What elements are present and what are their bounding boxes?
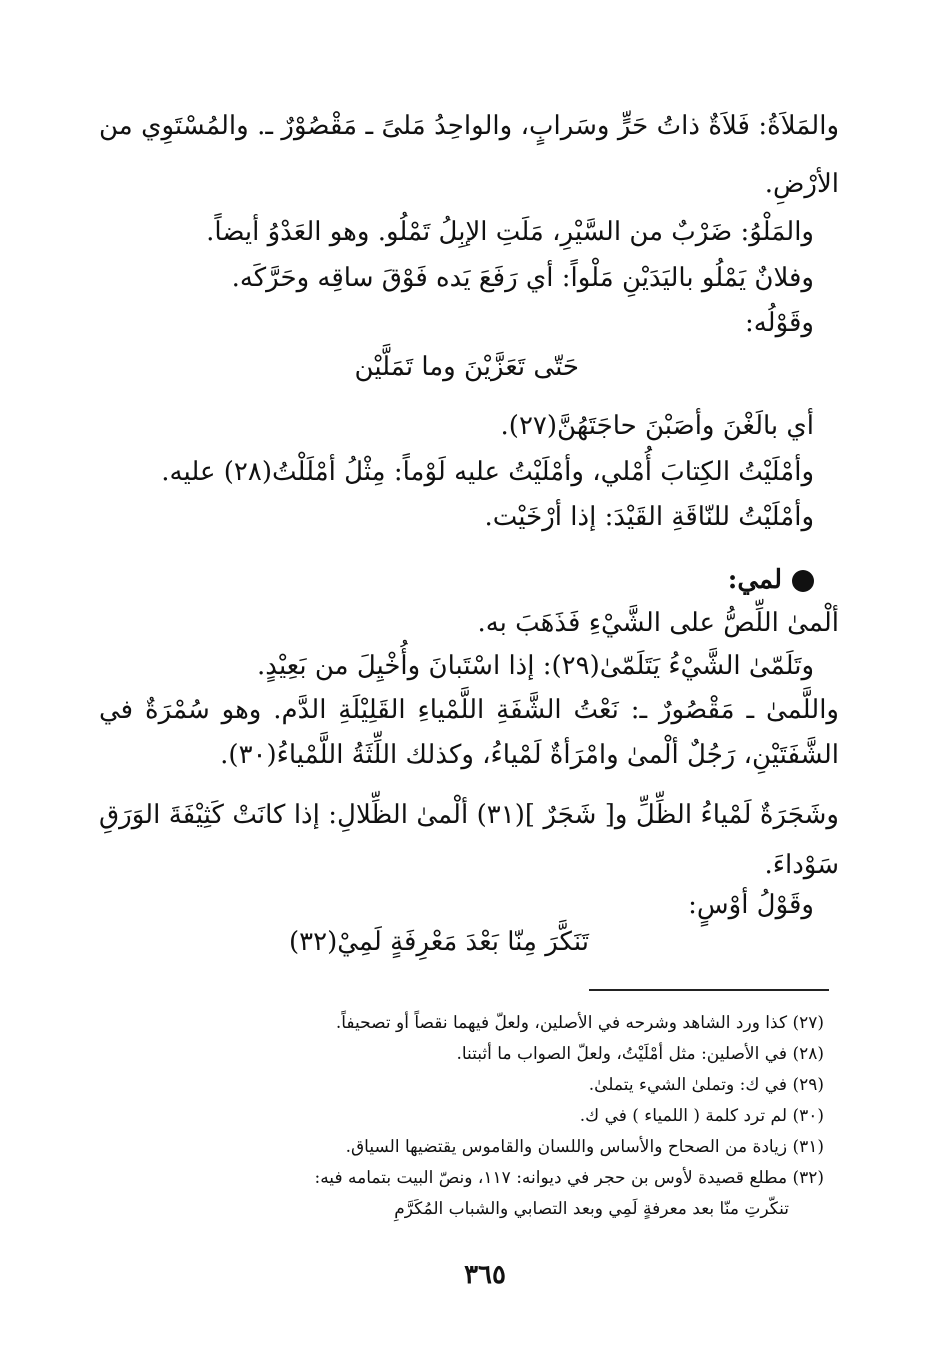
text-line: وقَوْلُه:	[744, 308, 814, 338]
text-line: وتَلَمّىٰ الشَّيْءُ يَتَلَمّىٰ(٢٩): إذا اسْتَبانَ وأُخْيِلَ من بَعِيْدٍ.	[257, 651, 814, 681]
footnote: (٢٧) كذا ورد الشاهد وشرحه في الأصلين، ولعلّ فيهما نقصاً أو تصحيفاً.	[335, 1013, 824, 1033]
text-line: وفلانٌ يَمْلُو باليَدَيْنِ مَلْواً: أي رَفَعَ يَده فَوْقَ ساقِه وحَرَّكَه.	[231, 263, 814, 293]
text-line: وقَوْلُ أوْسٍ:	[688, 890, 814, 920]
footnote: (٣٢) مطلع قصيدة لأوس بن حجر في ديوانه: ١١٧، ونصّ البيت بتمامه فيه:	[314, 1168, 824, 1188]
text-line: واللَّمىٰ ـ مَقْصُورٌ ـ: نَعْتُ الشَّفَةِ اللَّمْياءِ القَلِيْلَةِ الدَّم. وهو سُمْرَةٌ في	[99, 695, 839, 725]
text-line: الأرْضِ.	[764, 169, 839, 199]
footnote-divider	[589, 989, 829, 991]
page-number: ٣٦٥	[464, 1260, 506, 1290]
text-line: وأمْلَيْتُ للنّاقَةِ القَيْدَ: إذا أرْخَيْت.	[484, 502, 814, 532]
footnote: (٣٠) لم ترد كلمة ( اللمياء ) في ك.	[579, 1106, 824, 1126]
text-line: وأمْلَيْتُ الكِتابَ أُمْلي، وأمْلَيْتُ عليه لَوْماً: مِثْلُ أمْلَلْتُ(٢٨) عليه.	[161, 457, 814, 487]
entry-heading	[728, 560, 814, 600]
text-line: ألْمىٰ اللِّصُّ على الشَّيْءِ فَذَهَبَ به.	[477, 608, 839, 638]
verse-line: تَنَكَّرَ مِنّا بَعْدَ مَعْرِفَةٍ لَمِيْ(٣٢)	[288, 927, 589, 957]
entry-heading-label: لمي:	[727, 565, 782, 595]
footnote: (٢٨) في الأصلين: مثل أمْلَيْتُ، ولعلّ الصواب ما أثبتنا.	[456, 1044, 824, 1064]
footnote: (٢٩) في ك: وتملىٰ الشيء يتملىٰ.	[588, 1075, 824, 1095]
verse-line: حَتّى تَعَزَّيْنَ وما تَمَلَّيْن	[354, 352, 579, 382]
text-line: والمَلاَةُ: فَلاَةٌ ذاتُ حَرٍّ وسَرابٍ، والواحِدُ مَلىً ـ مَقْصُوْرٌ ـ. والمُسْتَوِي من	[99, 111, 839, 141]
text-line: والمَلْوُ: ضَرْبٌ من السَّيْرِ، مَلَتِ الإبِلُ تَمْلُو. وهو العَدْوُ أيضاً.	[206, 217, 814, 247]
text-line: وشَجَرَةٌ لَمْياءُ الظِّلِّ و[ شَجَرٌ ](٣١) ألْمىٰ الظِّلالِ: إذا كانَتْ كَثِيْفَةَ الوَرَقِ	[99, 800, 839, 830]
footnote-verse: تنكّرتِ منّا بعد معرفةٍ لَمِي وبعد التصابي والشباب المُكَرَّمِ	[394, 1199, 789, 1219]
bullet-icon	[792, 570, 814, 592]
text-line: سَوْداءَ.	[764, 850, 839, 880]
footnote: (٣١) زيادة من الصحاح والأساس واللسان والقاموس يقتضيها السياق.	[345, 1137, 824, 1157]
text-line: الشَّفَتَيْنِ، رَجُلٌ ألْمىٰ وامْرَأةٌ لَمْياءُ، وكذلك اللِّثَةُ اللَّمْياءُ(٣٠).	[220, 740, 839, 770]
text-line: أي بالَغْنَ وأصَبْنَ حاجَتَهُنَّ(٢٧).	[500, 411, 814, 441]
